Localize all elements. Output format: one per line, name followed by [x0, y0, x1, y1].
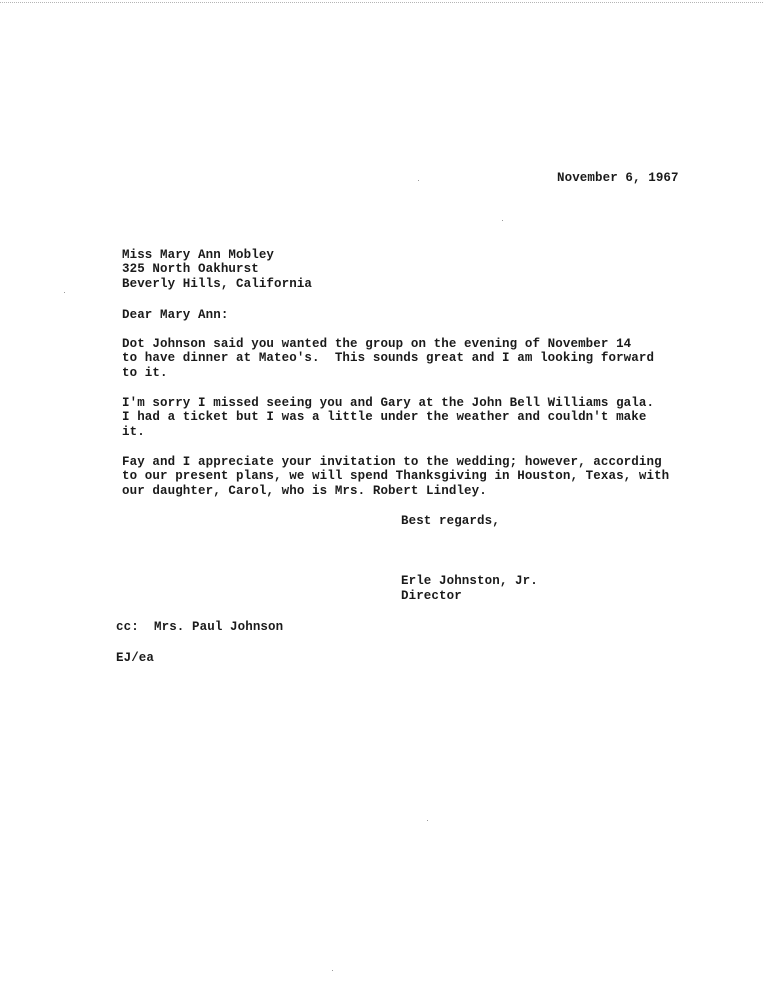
- paragraph-1-line-1: Dot Johnson said you wanted the group on the evening of November 14: [122, 337, 632, 351]
- scan-speck: [427, 820, 428, 821]
- scan-speck: [502, 220, 503, 221]
- salutation: Dear Mary Ann:: [122, 308, 229, 322]
- recipient-city: Beverly Hills, California: [122, 277, 313, 291]
- paragraph-2-line-1: I'm sorry I missed seeing you and Gary at the John Bell Williams gala.: [122, 396, 655, 410]
- paragraph-3-line-3: our daughter, Carol, who is Mrs. Robert Lindley.: [122, 484, 487, 498]
- scan-speck: [64, 292, 65, 293]
- paragraph-3-line-2: to our present plans, we will spend Thanksgiving in Houston, Texas, with: [122, 469, 670, 483]
- page-top-edge: [0, 2, 763, 3]
- typist-initials: EJ/ea: [116, 651, 155, 665]
- closing: Best regards,: [401, 514, 500, 528]
- paragraph-1-line-2: to have dinner at Mateo's. This sounds great and I am looking forward: [122, 351, 655, 365]
- recipient-street: 325 North Oakhurst: [122, 262, 259, 276]
- paragraph-2-line-2: I had a ticket but I was a little under the weather and couldn't make: [122, 410, 647, 424]
- letter-date: November 6, 1967: [557, 171, 679, 185]
- paragraph-2-line-3: it.: [122, 425, 145, 439]
- paragraph-3-line-1: Fay and I appreciate your invitation to the wedding; however, according: [122, 455, 662, 469]
- signature-title: Director: [401, 589, 462, 603]
- paragraph-1-line-3: to it.: [122, 366, 168, 380]
- recipient-name: Miss Mary Ann Mobley: [122, 248, 275, 262]
- scan-speck: [418, 180, 419, 181]
- scan-speck: [332, 970, 333, 971]
- cc-line: cc: Mrs. Paul Johnson: [116, 620, 284, 634]
- signature-name: Erle Johnston, Jr.: [401, 574, 538, 588]
